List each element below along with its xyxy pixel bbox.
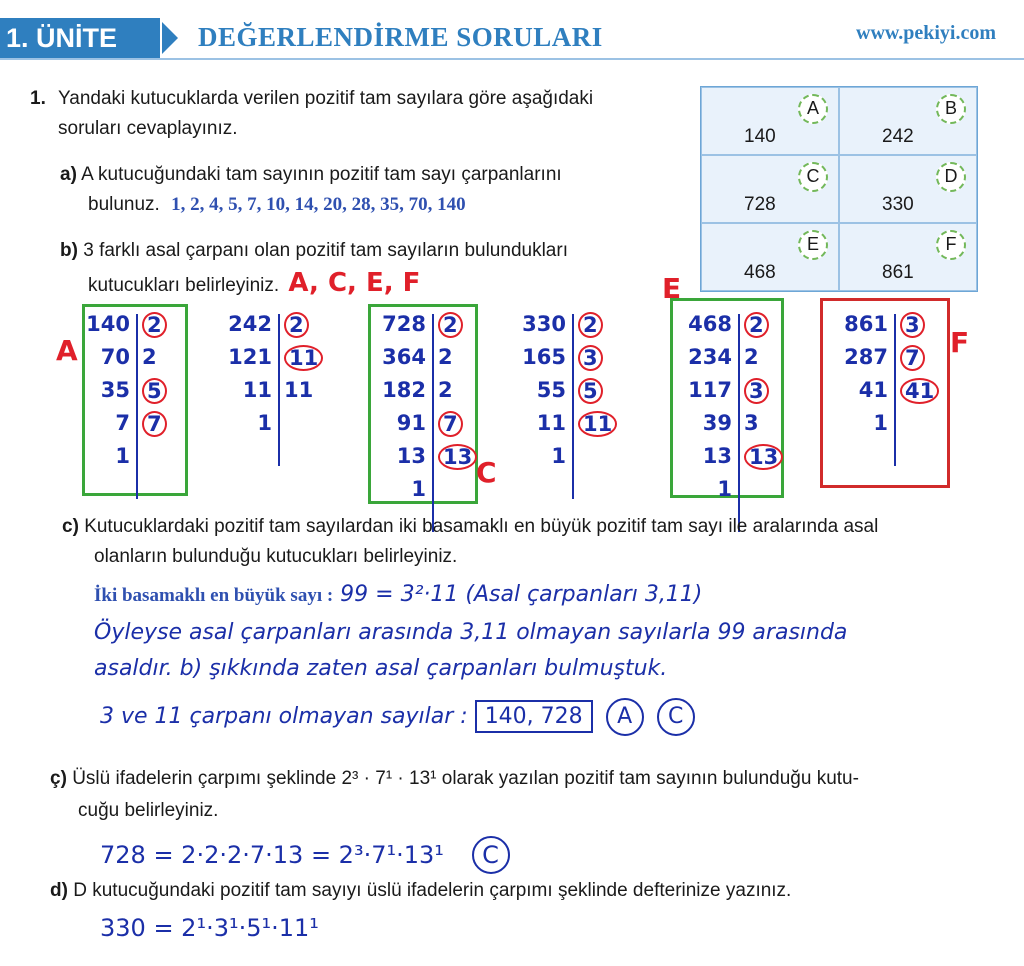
- box-c-tag: C: [798, 162, 828, 192]
- factor-number: 117: [688, 378, 732, 402]
- part-c-line2: olanların bulunduğu kutucukları belirleyiniz.: [94, 546, 458, 567]
- factor-number: 182: [382, 378, 426, 402]
- factor-number: 1: [717, 477, 732, 501]
- box-f: [839, 223, 977, 291]
- prime-circle: 2: [438, 312, 463, 338]
- part-c-letter: c): [62, 516, 79, 537]
- prime-circle: 7: [900, 345, 925, 371]
- page-header: [0, 0, 1024, 62]
- unit-tab: 1. ÜNİTE: [0, 18, 160, 58]
- factor-number: 1: [257, 411, 272, 435]
- part-a-text2: bulunuz.: [88, 194, 160, 215]
- factor-divisor: [744, 312, 769, 338]
- factor-divisor: [744, 444, 783, 470]
- factor-divisor: [142, 378, 167, 404]
- factor-label-e: E: [662, 272, 682, 305]
- factor-number: 7: [115, 411, 130, 435]
- factor-divisor: [900, 378, 939, 404]
- prime-circle: 2: [744, 312, 769, 338]
- part-cc-line2: cuğu belirleyiniz.: [78, 800, 219, 821]
- part-c-hw1: 99 = 3²·11 (Asal çarpanları 3,11): [340, 582, 703, 607]
- part-c-hw-line4: [100, 698, 695, 736]
- part-c-answer-a: A: [606, 698, 644, 736]
- box-a-value: 140: [744, 126, 776, 147]
- factor-number: 140: [86, 312, 130, 336]
- factor-divisor: [142, 345, 157, 369]
- part-b-text2: kutucukları belirleyiniz.: [88, 275, 280, 296]
- part-cc-letter: ç): [50, 768, 67, 789]
- box-d-value: 330: [882, 194, 914, 215]
- prime-circle: 13: [438, 444, 477, 470]
- box-d: [839, 155, 977, 223]
- part-d-letter: d): [50, 880, 68, 901]
- part-d-line1: [50, 876, 791, 906]
- factor-number: 861: [844, 312, 888, 336]
- prime-circle: 2: [142, 312, 167, 338]
- factor-number: 468: [688, 312, 732, 336]
- factor-label-a: A: [56, 334, 78, 367]
- prime-circle: 2: [284, 312, 309, 338]
- factor-divisor: [438, 411, 463, 437]
- unit-tab-arrow-icon: [162, 22, 178, 54]
- part-cc-hw: 728 = 2·2·2·7·13 = 2³·7¹·13¹: [100, 841, 444, 869]
- factor-divisor: [744, 411, 759, 435]
- factor-number: 55: [536, 378, 566, 402]
- factor-label-f: F: [950, 326, 970, 359]
- factor-divisor: [438, 444, 477, 470]
- factor-divider-line: [572, 314, 574, 499]
- factor-number: 234: [688, 345, 732, 369]
- part-cc-line1: [50, 764, 859, 794]
- box-b-tag: B: [936, 94, 966, 124]
- box-b: [839, 87, 977, 155]
- box-a: [701, 87, 839, 155]
- part-a-line2: [88, 190, 466, 220]
- divisor-value: 2: [142, 345, 157, 369]
- part-c-hw4-box: 140, 728: [475, 700, 593, 733]
- part-a-line1: [60, 160, 562, 190]
- factor-divisor: [284, 312, 309, 338]
- part-c-text: Kutucuklardaki pozitif tam sayılardan iki basamaklı en büyük pozitif tam sayı ile aralarında asal: [84, 516, 879, 537]
- factor-number: 39: [702, 411, 732, 435]
- box-c: [701, 155, 839, 223]
- factor-number: 13: [396, 444, 426, 468]
- box-d-tag: D: [936, 162, 966, 192]
- factor-number: 11: [536, 411, 566, 435]
- box-a-tag: A: [798, 94, 828, 124]
- box-f-value: 861: [882, 262, 914, 283]
- part-cc-text: Üslü ifadelerin çarpımı şeklinde 2³ · 7¹ · 13¹ olarak yazılan pozitif tam sayının bulunduğu kutu-: [72, 768, 859, 789]
- factor-number: 287: [844, 345, 888, 369]
- part-a-answer: 1, 2, 4, 5, 7, 10, 14, 20, 28, 35, 70, 140: [171, 194, 466, 215]
- prime-circle: 5: [142, 378, 167, 404]
- divisor-value: 2: [438, 378, 453, 402]
- factor-number: 70: [100, 345, 130, 369]
- part-cc-hw-line: [100, 836, 510, 874]
- factor-number: 1: [411, 477, 426, 501]
- factor-number: 35: [100, 378, 130, 402]
- factor-number: 41: [858, 378, 888, 402]
- box-e: [701, 223, 839, 291]
- factor-number: 1: [873, 411, 888, 435]
- factor-divisor: [578, 312, 603, 338]
- part-cc-answer: C: [472, 836, 510, 874]
- part-d-hw: 330 = 2¹·3¹·5¹·11¹: [100, 914, 319, 942]
- part-c-answer-c: C: [657, 698, 695, 736]
- question-intro-line2: soruları cevaplayınız.: [58, 118, 238, 139]
- box-c-value: 728: [744, 194, 776, 215]
- factor-number: 364: [382, 345, 426, 369]
- prime-circle: 7: [142, 411, 167, 437]
- factor-divider-line: [136, 314, 138, 499]
- part-c-printed-answer: İki basamaklı en büyük sayı :: [94, 585, 334, 606]
- part-d-text: D kutucuğundaki pozitif tam sayıyı üslü ifadelerin çarpımı şeklinde defterinize yazınız.: [73, 880, 792, 901]
- prime-circle: 7: [438, 411, 463, 437]
- factor-divisor: [284, 345, 323, 371]
- factor-number: 242: [228, 312, 272, 336]
- prime-circle: 11: [284, 345, 323, 371]
- prime-circle: 3: [744, 378, 769, 404]
- factor-divisor: [578, 345, 603, 371]
- part-c-line1: [62, 512, 878, 542]
- factor-divisor: [578, 378, 603, 404]
- header-divider: [0, 58, 1024, 60]
- question-number: 1.: [30, 88, 46, 109]
- box-b-value: 242: [882, 126, 914, 147]
- factor-divisor: [142, 312, 167, 338]
- factor-divider-line: [432, 314, 434, 532]
- factor-number: 165: [522, 345, 566, 369]
- part-b-answer: A, C, E, F: [288, 268, 421, 298]
- part-c-hw2: Öyleyse asal çarpanları arasında 3,11 olmayan sayılarla 99 arasında: [94, 620, 848, 645]
- factor-number: 1: [115, 444, 130, 468]
- box-f-tag: F: [936, 230, 966, 260]
- factor-label-c: C: [476, 456, 497, 489]
- factor-divisor: [744, 378, 769, 404]
- part-c-hw-line1: [94, 582, 702, 607]
- divisor-value: 2: [438, 345, 453, 369]
- prime-circle: 41: [900, 378, 939, 404]
- part-b-text: 3 farklı asal çarpanı olan pozitif tam sayıların bulundukları: [83, 240, 568, 261]
- factor-number: 11: [242, 378, 272, 402]
- divisor-value: 2: [744, 345, 759, 369]
- factor-number: 1: [551, 444, 566, 468]
- factor-divider-line: [278, 314, 280, 466]
- number-boxes: [700, 86, 978, 292]
- part-b-letter: b): [60, 240, 78, 261]
- section-title: DEĞERLENDİRME SORULARI: [198, 22, 603, 52]
- divisor-value: 3: [744, 411, 759, 435]
- factor-number: 728: [382, 312, 426, 336]
- factor-divisor: [744, 345, 759, 369]
- part-b-line1: [60, 236, 568, 266]
- factor-number: 91: [396, 411, 426, 435]
- part-b-line2: [88, 268, 420, 301]
- factor-divisor: [438, 345, 453, 369]
- factor-divisor: [438, 312, 463, 338]
- factor-divisor: [900, 312, 925, 338]
- prime-circle: 3: [900, 312, 925, 338]
- factor-divisor: [578, 411, 617, 437]
- factor-divider-line: [894, 314, 896, 466]
- site-url: www.pekiyi.com: [856, 22, 996, 44]
- box-e-value: 468: [744, 262, 776, 283]
- box-e-tag: E: [798, 230, 828, 260]
- part-a-letter: a): [60, 164, 77, 185]
- factor-divisor: [142, 411, 167, 437]
- question-intro-line1: Yandaki kutucuklarda verilen pozitif tam sayılara göre aşağıdaki: [58, 88, 594, 109]
- part-c-hw4: 3 ve 11 çarpanı olmayan sayılar :: [100, 704, 468, 729]
- factor-divisor: [284, 378, 313, 402]
- divisor-value: 11: [284, 378, 314, 402]
- prime-circle: 11: [578, 411, 617, 437]
- prime-circle: 13: [744, 444, 783, 470]
- factor-divisor: [438, 378, 453, 402]
- factor-number: 13: [702, 444, 732, 468]
- factor-divider-line: [738, 314, 740, 532]
- factor-number: 330: [522, 312, 566, 336]
- prime-circle: 5: [578, 378, 603, 404]
- prime-circle: 2: [578, 312, 603, 338]
- factor-divisor: [900, 345, 925, 371]
- part-a-text: A kutucuğundaki tam sayının pozitif tam sayı çarpanlarını: [81, 164, 562, 185]
- part-c-hw3: asaldır. b) şıkkında zaten asal çarpanları bulmuştuk.: [94, 656, 668, 681]
- factor-number: 121: [228, 345, 272, 369]
- prime-circle: 3: [578, 345, 603, 371]
